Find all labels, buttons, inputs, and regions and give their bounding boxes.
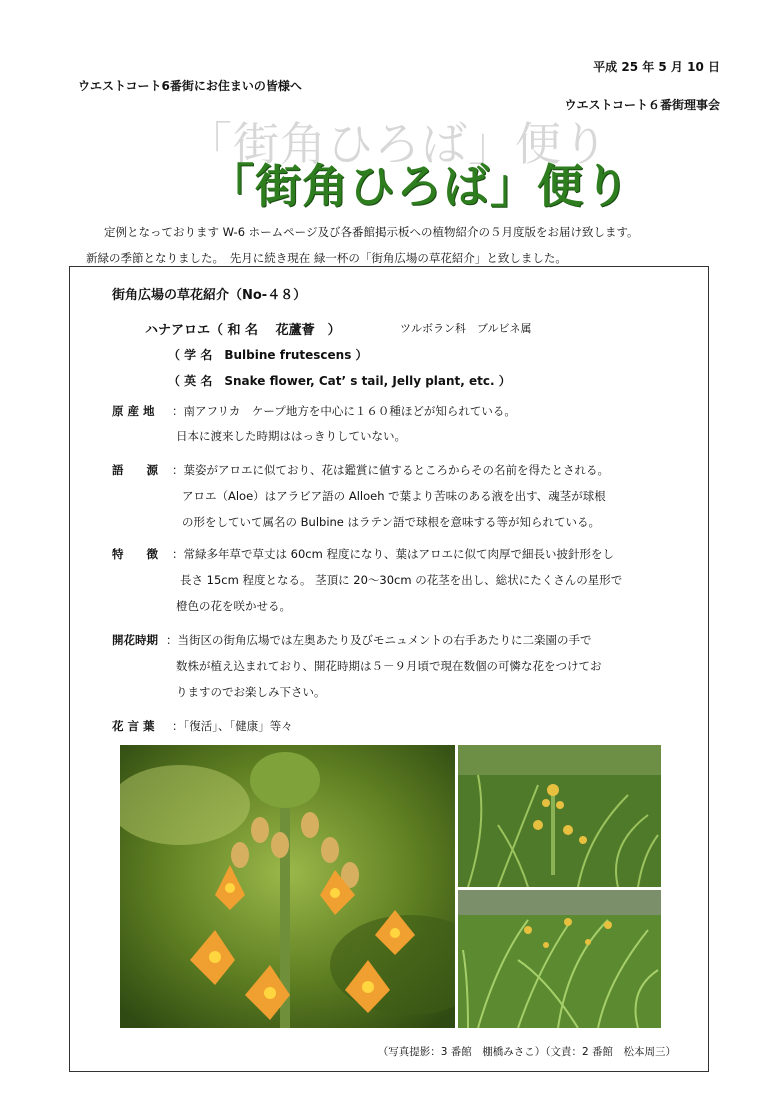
scientific-name: （ 学 名 Bulbine frutescens ） [168,348,368,362]
sender: ウエストコート６番街理事会 [564,98,720,112]
plant-photo-bottom [458,890,661,1028]
plant-name: ハナアロエ（ 和 名 花蘆薈 ） [145,323,341,338]
plant-family: ツルボラン科 ブルビネ属 [400,322,532,335]
photo-credit: （写真提影：3 番館 棚橋みさこ）（文責：2 番館 松本周三） [377,1046,676,1058]
addressee: ウエストコート6番街にお住まいの皆様へ [78,79,302,93]
bloom-text-3: りますのでお楽しみ下さい。 [176,685,326,699]
section-title: 街角広場の草花紹介（No-４８） [112,288,307,303]
flower-language-label: 花 言 葉 [112,719,155,733]
flower-language-text: ：「復活」、「健康」等々 [172,719,293,733]
title-shadow: 「街角ひろば」便り [186,117,609,171]
document-date: 平成 25 年 5 月 10 日 [593,60,720,74]
etymology-label: 語 源 [112,463,158,477]
intro-line-1: 定例となっております W-6 ホームページ及び各番館掲示板への植物紹介の５月度版をお届け致します。 [104,225,639,239]
bloom-label: 開花時期 [112,633,158,647]
features-text-3: 橙色の花を咲かせる。 [176,599,291,613]
etymology-text-3: の形をしていて属名の Bulbine はラテン語で球根を意味する等が知られている。 [182,515,600,529]
features-text-2: 長さ 15cm 程度となる。 茎頂に 20～30cm の花茎を出し、総状にたくさんの星形で [180,573,623,587]
intro-line-2: 新緑の季節となりました。 先月に続き現在 緑一杯の「街角広場の草花紹介」と致しました。 [86,251,567,265]
bloom-text-2: 数株が植え込まれており、開花時期は５－９月頃で現在数個の可憐な花をつけてお [176,659,602,673]
page-title: 「街角ひろば」便り [208,159,631,213]
plant-photo-top [458,745,661,887]
etymology-text-1: ：葉姿がアロエに似ており、花は鑑賞に値するところからその名前を得たとされる。 [172,463,609,477]
bloom-text-1: ：当街区の街角広場では左奥あたり及びモニュメントの右手あたりに二楽園の手で [166,633,592,647]
origin-text-2: 日本に渡来した時期ははっきりしていない。 [176,429,406,443]
etymology-text-2: アロエ（Aloe）はアラビア語の Alloeh で葉より苦味のある液を出す、魂茎が球根 [182,489,606,503]
english-name: （ 英 名 Snake flower, Cat’ s tail, Jelly plant, etc. ） [168,374,511,388]
origin-text-1: ：南アフリカ ケープ地方を中心に１６０種ほどが知られている。 [172,404,516,418]
origin-label: 原 産 地 [112,404,155,418]
flower-closeup-photo [120,745,455,1028]
features-label: 特 徴 [112,547,158,561]
features-text-1: ：常緑多年草で草丈は 60cm 程度になり、葉はアロエに似て肉厚で細長い披針形をし [172,547,614,561]
